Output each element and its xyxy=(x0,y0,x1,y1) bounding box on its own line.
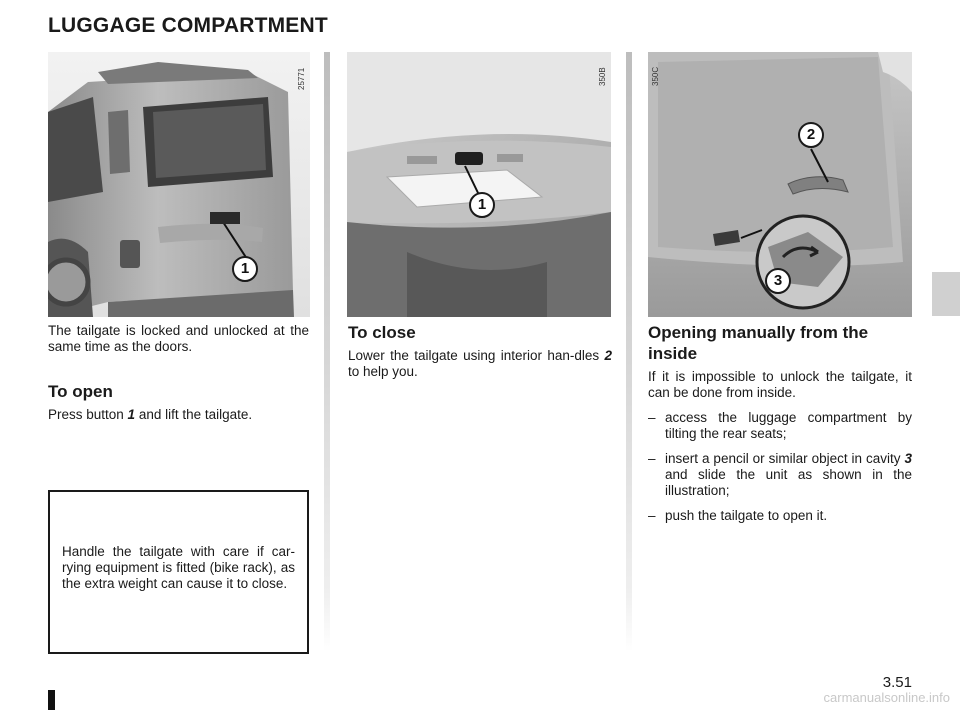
dash-bullet: – xyxy=(648,451,656,466)
callout-number: 3 xyxy=(765,268,791,294)
warning-note-text: Handle the tailgate with care if car-rying equipment is fitted (bike rack), as the extra weight can cause it to close. xyxy=(62,544,295,591)
column-divider xyxy=(626,52,632,652)
figure-rear-car xyxy=(48,52,310,317)
figure-interior-handle xyxy=(648,52,912,317)
section-heading-to-open: To open xyxy=(48,382,113,401)
reference-number: 1 xyxy=(127,407,136,422)
figure-tailgate-button xyxy=(347,52,611,317)
close-instructions xyxy=(348,348,612,380)
manual-opening-steps xyxy=(648,410,912,533)
step-text: push the tailgate to open it. xyxy=(665,508,828,523)
text-run: Press button xyxy=(48,407,128,422)
manual-opening-intro: If it is impossible to unlock the tailgate, it can be done from inside. xyxy=(648,369,912,400)
step-item xyxy=(648,508,912,524)
warning-note-box xyxy=(48,490,309,654)
text-run: and lift the tailgate. xyxy=(135,407,253,422)
step-item xyxy=(648,410,912,442)
step-text: insert a pencil or similar object in cavity xyxy=(665,451,905,466)
step-text: and slide the unit as shown in the illustration; xyxy=(665,467,912,498)
callout-number: 1 xyxy=(469,192,495,218)
watermark: carmanualsonline.info xyxy=(823,690,950,705)
section-heading-manual-opening: Opening manually from the inside xyxy=(648,323,869,363)
text-run: Lower the tailgate using interior han-dles xyxy=(348,348,605,363)
callout-number: 1 xyxy=(232,256,258,282)
reference-number: 3 xyxy=(904,451,912,466)
callout-number: 2 xyxy=(798,122,824,148)
page-number: 3.51 xyxy=(882,674,912,691)
figure-code: 350B xyxy=(598,67,607,86)
step-text: access the luggage compartment by tilting the rear seats; xyxy=(665,410,912,441)
open-instructions xyxy=(48,407,309,423)
page-title: LUGGAGE COMPARTMENT xyxy=(48,14,328,37)
column-divider xyxy=(324,52,330,652)
corner-marker xyxy=(48,690,55,710)
figure-code: 25771 xyxy=(297,67,306,90)
rear-car-illustration xyxy=(48,52,310,317)
chapter-side-tab xyxy=(932,272,960,316)
intro-paragraph: The tailgate is locked and unlocked at the same time as the doors. xyxy=(48,323,309,354)
reference-number: 2 xyxy=(604,348,612,363)
text-run: to help you. xyxy=(348,364,418,379)
tailgate-button-illustration xyxy=(347,52,611,317)
dash-bullet: – xyxy=(648,508,656,523)
figure-code: 350C xyxy=(651,66,660,86)
section-heading-to-close: To close xyxy=(348,323,416,342)
dash-bullet: – xyxy=(648,410,656,425)
step-item xyxy=(648,451,912,499)
